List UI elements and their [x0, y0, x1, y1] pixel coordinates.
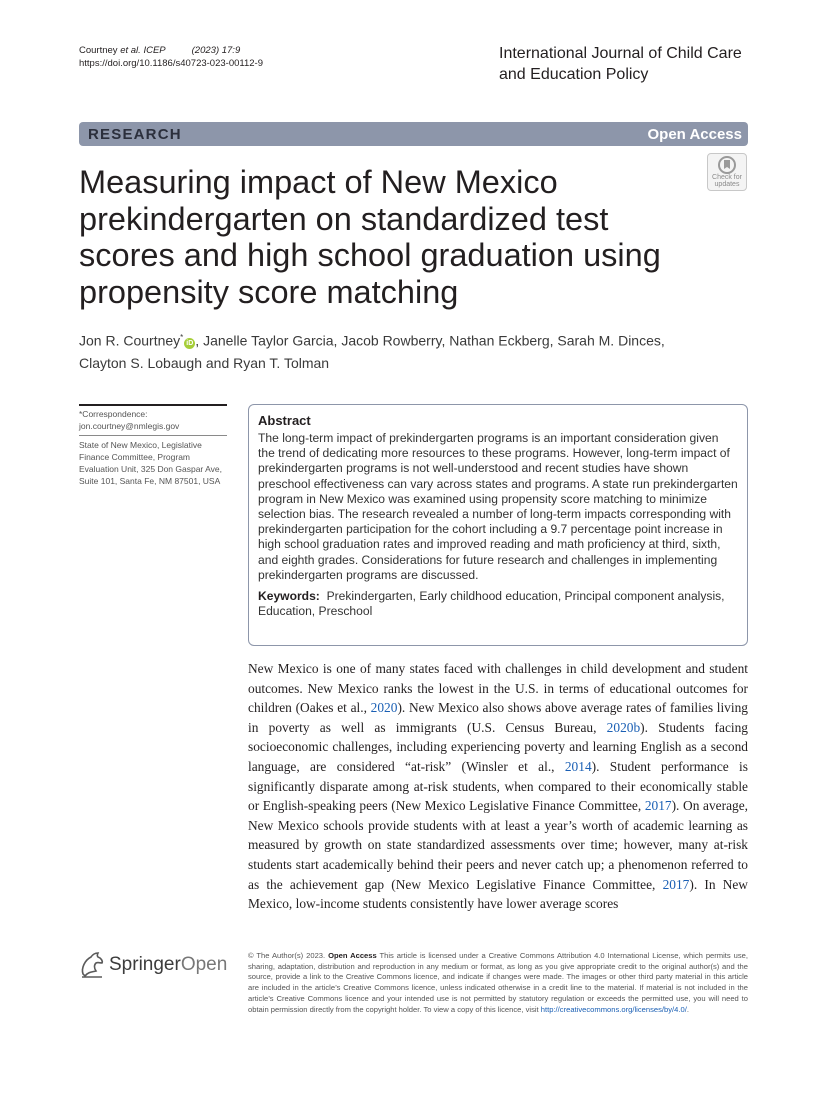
open-access-label: Open Access: [647, 125, 742, 143]
sidebar-rule-top: [79, 404, 227, 406]
header-doi[interactable]: https://doi.org/10.1186/s40723-023-00112-9: [79, 58, 263, 69]
article-title: Measuring impact of New Mexico prekindergarten on standardized test scores and high school graduation using propensity score matching: [79, 164, 661, 310]
citation-link[interactable]: 2017: [662, 876, 690, 892]
license-end: .: [686, 1004, 689, 1014]
sidebar-rule: [79, 435, 227, 436]
header-et-al: et al.: [120, 45, 141, 56]
check-for-updates-badge[interactable]: [707, 153, 747, 191]
citation-link[interactable]: 2020b: [606, 719, 641, 735]
correspondence-label: *Correspondence:: [79, 409, 148, 419]
license-prefix: © The Author(s) 2023.: [248, 951, 329, 960]
body-segment: ). On average, New Mexico schools provide students with at least a year’s worth of academic learning as measured by growth on state standardized assessments over time; however, many at-risk students start academically behind their peers and never catch up; a phenomenon referred to as the achievement gap (New Mexico Legislative Finance Committee,: [248, 798, 748, 892]
check-line2: updates: [714, 181, 740, 188]
author-first[interactable]: Jon R. Courtney: [79, 332, 181, 349]
journal-name: International Journal of Child Care and Education Policy: [499, 45, 742, 83]
body-paragraph: [248, 659, 748, 914]
body-segment: New Mexico is one of many states faced with challenges in child development and student outcomes. New Mexico ranks the lowest in the U.S. in terms of educational outcomes for children (Oakes et al.,: [248, 661, 748, 716]
header-citation: (2023) 17:9: [191, 45, 241, 56]
abstract-box: [248, 404, 748, 646]
citation-link[interactable]: 2020: [370, 700, 398, 716]
body-segment: ). Students facing socioeconomic challenges, including experiencing poverty and learning English as a second language, are considered “at-risk” (Winsler et al.,: [248, 719, 748, 774]
keywords: [258, 589, 738, 619]
abstract-heading: Abstract: [258, 413, 311, 428]
check-line1: Check for: [712, 174, 742, 181]
springer-open-logo: [79, 950, 239, 982]
running-header: [79, 44, 263, 70]
header-author: Courtney: [79, 45, 118, 56]
keywords-label: Keywords:: [258, 589, 320, 604]
publisher-open: Open: [180, 954, 228, 975]
affiliation: State of New Mexico, Legislative Finance Committee, Program Evaluation Unit, 325 Don Gaspar Ave, Suite 101, Santa Fe, NM 87501, USA: [79, 440, 223, 486]
abstract-text: The long-term impact of prekindergarten programs is an important consideration given the trend of dedicating more resources to these programs. However, long-term impact of prekindergarten programs is not well-understood and recent studies have shown preschool effectiveness can vary across states and programs. A state run prekindergarten program in New Mexico was examined using propensity score matching to minimize selection bias. The research revealed a number of long-term impacts corresponding with prekindergarten participation for the cohort including a 9.7 percentage point increase in high school graduation rates and improved reading and math proficiency at third, sixth, and eighth grades. Considerations for future research and challenges in implementing prekindergarten programs are discussed.: [258, 431, 738, 582]
license-open-access: Open Access: [328, 951, 377, 960]
publisher-word: Springer: [109, 954, 181, 975]
license-text: [248, 951, 748, 1015]
keywords-list: Prekindergarten, Early childhood education, Principal component analysis, Education, Preschool: [258, 589, 725, 619]
body-segment: ). Student performance is significantly disparate among at-risk students, when compared to their economically stable or English-speaking peers (New Mexico Legislative Finance Committee,: [248, 758, 748, 814]
license-link[interactable]: http://creativecommons.org/licenses/by/4.0/: [540, 1004, 687, 1014]
authors-line1: , Janelle Taylor Garcia, Jacob Rowberry, Nathan Eckberg, Sarah M. Dinces,: [195, 332, 665, 349]
corresponding-mark: *: [180, 333, 184, 342]
springer-horse-icon: [79, 950, 105, 980]
correspondence-sidebar: [79, 404, 227, 487]
article-type: RESEARCH: [88, 125, 182, 143]
bookmark-circle-icon: [717, 156, 737, 174]
orcid-icon[interactable]: iD: [186, 339, 194, 347]
citation-link[interactable]: 2017: [644, 798, 672, 814]
body-segment: ). In New Mexico, low-income students consistently have lower average scores: [248, 876, 748, 912]
body-segment: ). New Mexico also shows above average rates of families living in poverty as well as immigrants (U.S. Census Bureau,: [248, 700, 748, 735]
citation-link[interactable]: 2014: [564, 758, 592, 774]
body-text: [248, 659, 748, 914]
article-type-banner: [79, 122, 748, 146]
correspondence-email[interactable]: jon.courtney@nmlegis.gov: [79, 421, 180, 431]
license-body: This article is licensed under a Creative Commons Attribution 4.0 International License, which permits use, sharing, adaptation, distribution and reproduction in any medium or format, as long as you give appropriate credit to the original author(s) and the source, provide a link to the Creative Commons licence, and indicate if changes were made. The images or other third party material in this article are included in the article’s Creative Commons licence, unless indicated otherwise in a credit line to the material. If material is not included in the article’s Creative Commons licence and your intended use is not permitted by statutory regulation or exceeds the permitted use, you will need to obtain permission directly from the copyright holder. To view a copy of this licence, visit: [248, 951, 748, 1014]
author-list: [79, 327, 679, 374]
authors-line2: Clayton S. Lobaugh and Ryan T. Tolman: [79, 354, 330, 371]
header-journal-abbrev: ICEP: [143, 45, 166, 56]
